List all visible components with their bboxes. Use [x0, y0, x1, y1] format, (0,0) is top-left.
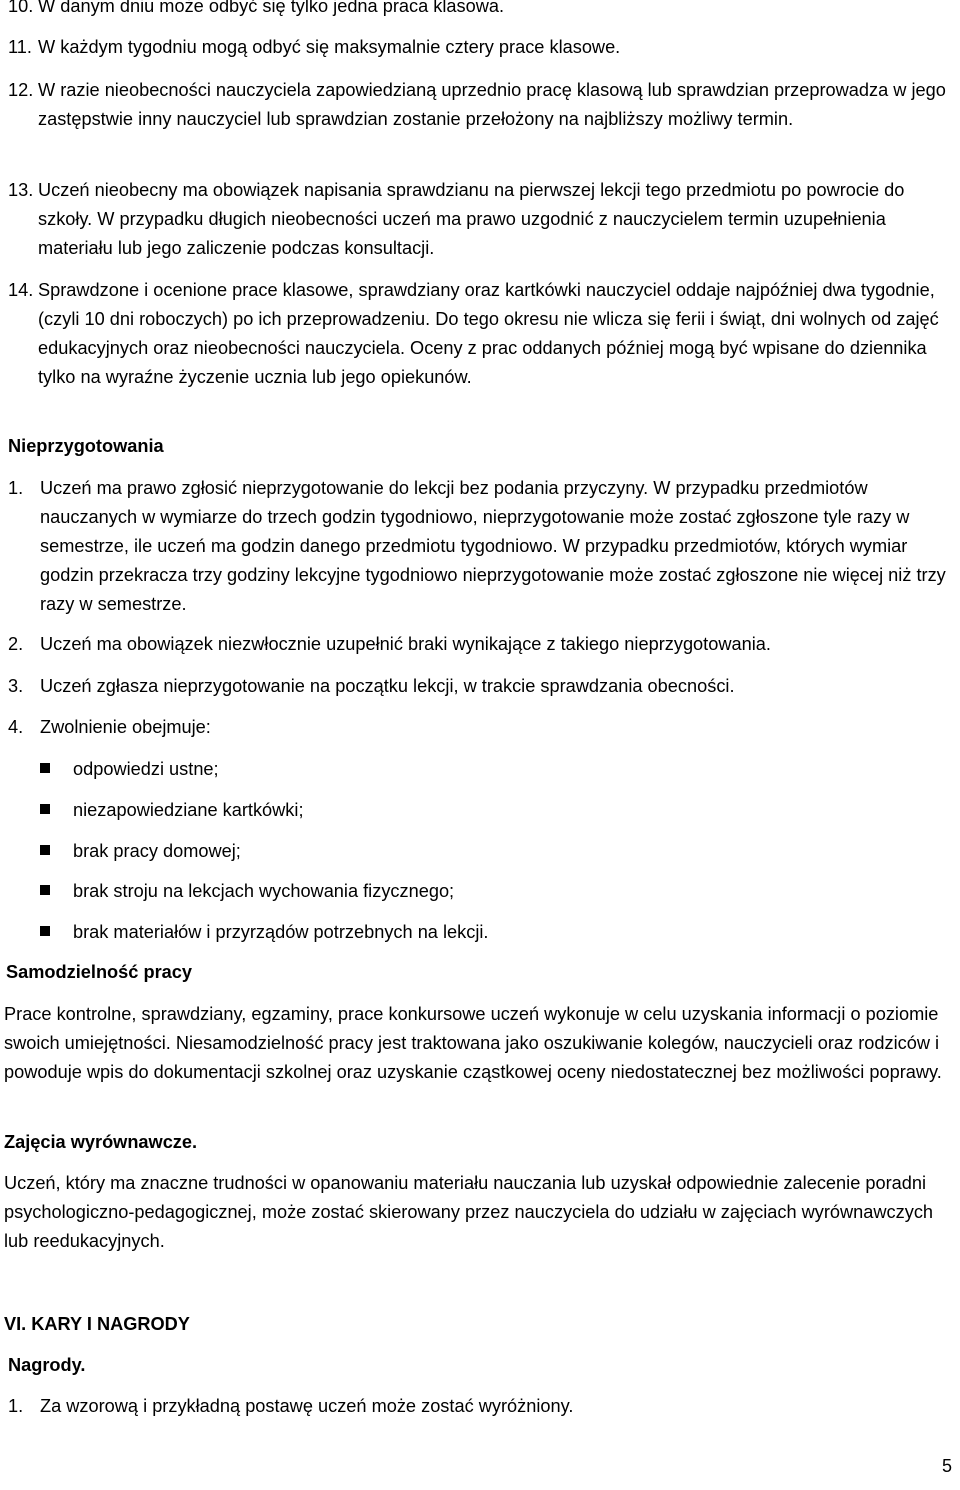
- item-text: Uczeń nieobecny ma obowiązek napisania sprawdzianu na pierwszej lekcji tego przedmiotu po powrocie do szkoły. W przypadku długich nieobecności uczeń ma prawo uzgodnić z nauczycielem termin uzupełnienia materiału lub jego zaliczenie podczas konsultacji.: [38, 180, 905, 258]
- item-number: 11.: [8, 37, 32, 57]
- bullet-text: niezapowiedziane kartkówki;: [73, 800, 304, 820]
- list-item: [8, 176, 953, 263]
- paragraph: Prace kontrolne, sprawdziany, egzaminy, prace konkursowe uczeń wykonuje w celu uzyskania informacji o poziomie swoich umiejętności. Niesamodzielność pracy jest traktowana jako oszukiwanie kolegów, nauczycieli oraz rodziców i powoduje wpis do dokumentacji szkolnej oraz uzyskanie cząstkowej oceny niedostatecznej bez możliwości poprawy.: [4, 1004, 942, 1082]
- item-number: 4.: [8, 717, 24, 737]
- list-item: [8, 713, 953, 742]
- item-text: Uczeń ma obowiązek niezwłocznie uzupełnić braki wynikające z takiego nieprzygotowania.: [40, 634, 771, 654]
- bullet-text: brak pracy domowej;: [73, 841, 241, 861]
- item-number: 3.: [8, 676, 24, 696]
- square-bullet-icon: [40, 885, 50, 895]
- list-item: [8, 474, 953, 619]
- chapter-heading: VI. KARY I NAGRODY: [4, 1314, 190, 1334]
- bullet-text: brak materiałów i przyrządów potrzebnych na lekcji.: [73, 922, 489, 942]
- paragraph: Uczeń, który ma znaczne trudności w opanowaniu materiału nauczania lub uzyskał odpowiednie zalecenie poradni psychologiczno-pedagogicznej, może zostać skierowany przez nauczyciela do udziału w zajęciach wyrównawczych lub reedukacyjnych.: [4, 1173, 934, 1251]
- section-heading-independence: Samodzielność pracy: [6, 962, 192, 982]
- bullet-item: [40, 918, 940, 947]
- list-item: [8, 0, 953, 21]
- list-item: [8, 76, 953, 134]
- item-text: W razie nieobecności nauczyciela zapowiedzianą uprzednio pracę klasową lub sprawdzian przeprowadza w jego zastępstwie inny nauczyciel lub sprawdzian zostanie przełożony na najbliższy możliwy termin.: [38, 80, 946, 129]
- item-text: Uczeń ma prawo zgłosić nieprzygotowanie do lekcji bez podania przyczyny. W przypadku przedmiotów nauczanych w wymiarze do trzech godzin tygodniowo, nieprzygotowanie może zostać zgłoszone tyle razy w semestrze, ile uczeń ma godzin danego przedmiotu tygodniowo. W przypadku przedmiotów, których wymiar godzin przekracza trzy godziny lekcyjne tygodniowo nieprzygotowanie może zostać zgłoszone nie więcej niż trzy razy w semestrze.: [40, 478, 946, 614]
- item-number: 13.: [8, 180, 34, 200]
- item-number: 14.: [8, 280, 34, 300]
- item-number: 12.: [8, 80, 34, 100]
- list-item: [8, 1392, 953, 1421]
- list-item: [8, 672, 953, 701]
- square-bullet-icon: [40, 926, 50, 936]
- bullet-item: [40, 837, 940, 866]
- item-number: 10.: [8, 0, 34, 16]
- item-number: 1.: [8, 478, 24, 498]
- section-heading-remedial: Zajęcia wyrównawcze.: [4, 1132, 198, 1152]
- item-text: Sprawdzone i ocenione prace klasowe, sprawdziany oraz kartkówki nauczyciel oddaje najpóźniej dwa tygodnie, (czyli 10 dni roboczych) po ich przeprowadzeniu. Do tego okresu nie wlicza się ferii i świąt, dni wolnych od zajęć edukacyjnych oraz nieobecności nauczyciela. Oceny z prac oddanych później mogą być wpisane do dziennika tylko na wyraźne życzenie ucznia lub jego opiekunów.: [38, 280, 939, 387]
- section-heading-unprepared: Nieprzygotowania: [8, 436, 164, 456]
- bullet-text: brak stroju na lekcjach wychowania fizycznego;: [73, 881, 455, 901]
- item-text: W danym dniu może odbyć się tylko jedna praca klasowa.: [38, 0, 505, 16]
- bullet-item: [40, 755, 940, 784]
- bullet-item: [40, 877, 940, 906]
- item-number: 2.: [8, 634, 24, 654]
- page-number: 5: [941, 1456, 952, 1476]
- item-text: Za wzorową i przykładną postawę uczeń może zostać wyróżniony.: [40, 1396, 574, 1416]
- bullet-item: [40, 796, 940, 825]
- bullet-text: odpowiedzi ustne;: [73, 759, 219, 779]
- item-text: Zwolnienie obejmuje:: [40, 717, 211, 737]
- item-text: W każdym tygodniu mogą odbyć się maksymalnie cztery prace klasowe.: [38, 37, 621, 57]
- item-text: Uczeń zgłasza nieprzygotowanie na początku lekcji, w trakcie sprawdzania obecności.: [40, 676, 735, 696]
- item-number: 1.: [8, 1396, 24, 1416]
- list-item: [8, 276, 953, 392]
- square-bullet-icon: [40, 763, 50, 773]
- chapter-subheading: Nagrody.: [8, 1355, 86, 1375]
- list-item: [8, 630, 953, 659]
- square-bullet-icon: [40, 804, 50, 814]
- list-item: [8, 33, 953, 62]
- square-bullet-icon: [40, 845, 50, 855]
